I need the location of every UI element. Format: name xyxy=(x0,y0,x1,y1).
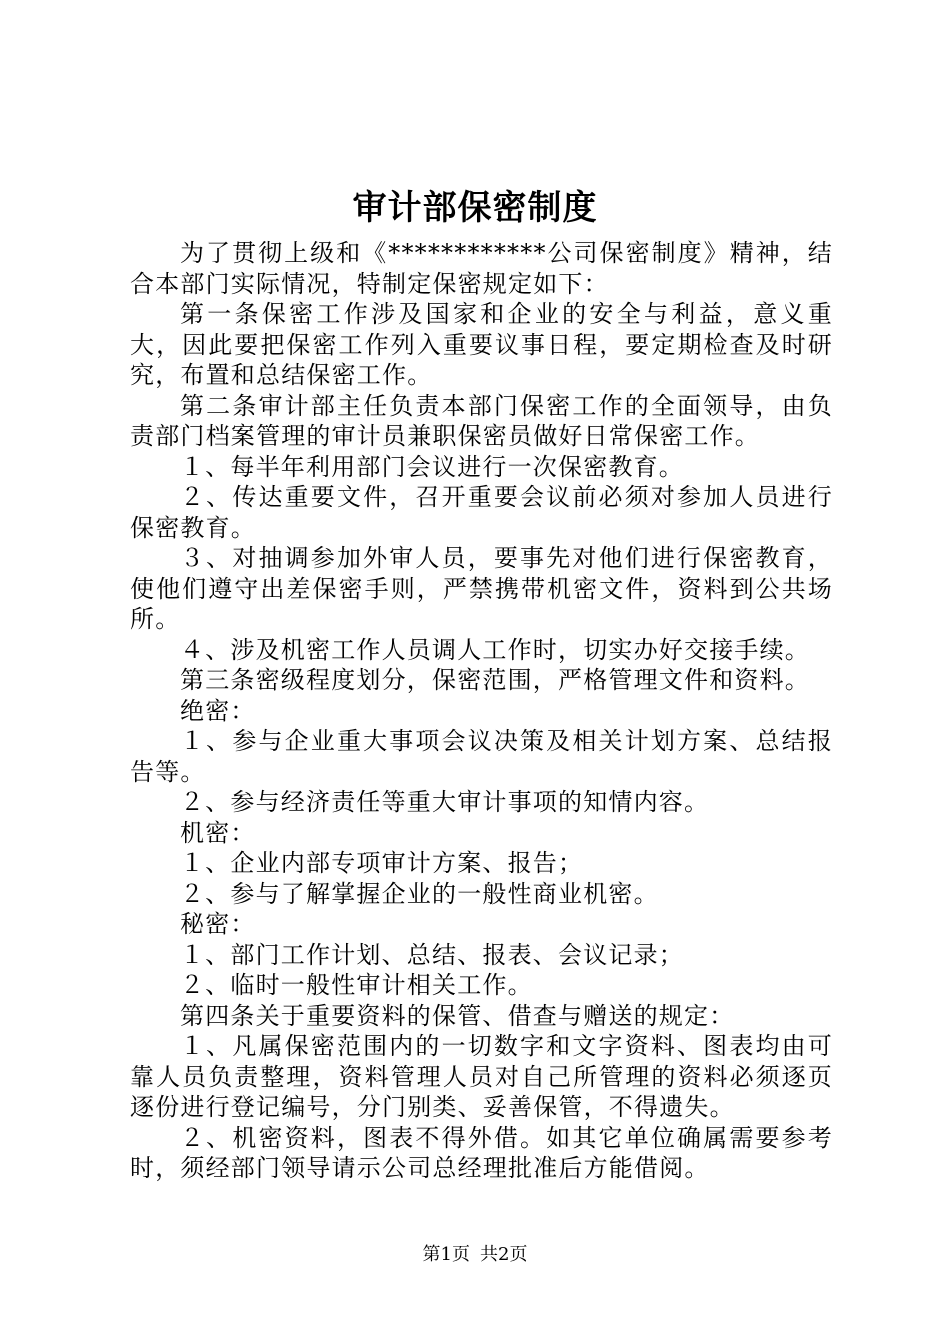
paragraph: ２、参与经济责任等重大审计事项的知情内容。 xyxy=(180,788,710,816)
paragraph: ２、临时一般性审计相关工作。 xyxy=(180,971,533,999)
section-heading: 机密： xyxy=(180,818,256,847)
paragraph: １、参与企业重大事项会议决策及相关计划方案、总结报告等。 xyxy=(130,727,833,786)
paragraph: 第一条保密工作涉及国家和企业的安全与利益，意义重大，因此要把保密工作列入重要议事日程，要定期检查及时研究，布置和总结保密工作。 xyxy=(130,300,833,389)
paragraph: ２、机密资料，图表不得外借。如其它单位确属需要参考时，须经部门领导请示公司总经理批准后方能借阅。 xyxy=(130,1123,833,1182)
page-total: 共2页 xyxy=(480,1244,528,1265)
paragraph: １、企业内部专项审计方案、报告； xyxy=(180,849,584,877)
paragraph: ２、传达重要文件，召开重要会议前必须对参加人员进行保密教育。 xyxy=(130,483,833,542)
page-footer xyxy=(0,1243,950,1267)
section-heading: 秘密： xyxy=(180,910,256,938)
paragraph: １、部门工作计划、总结、报表、会议记录； xyxy=(180,940,684,969)
paragraph: ３、对抽调参加外审人员，要事先对他们进行保密教育，使他们遵守出差保密手则，严禁携带机密文件，资料到公共场所。 xyxy=(130,544,833,633)
paragraph: 第三条密级程度划分，保密范围，严格管理文件和资料。 xyxy=(180,666,810,694)
paragraph: 第二条审计部主任负责本部门保密工作的全面领导，由负责部门档案管理的审计员兼职保密员做好日常保密工作。 xyxy=(130,391,833,450)
paragraph: 为了贯彻上级和《************公司保密制度》精神，结合本部门实际情况，特制定保密规定如下： xyxy=(130,239,833,298)
document-body xyxy=(130,238,833,1184)
section-heading: 绝密： xyxy=(180,696,256,725)
paragraph: １、每半年利用部门会议进行一次保密教育。 xyxy=(180,452,684,481)
paragraph: １、凡属保密范围内的一切数字和文字资料、图表均由可靠人员负责整理，资料管理人员对自己所管理的资料必须逐页逐份进行登记编号，分门别类、妥善保管，不得遗失。 xyxy=(130,1032,833,1121)
paragraph: ２、参与了解掌握企业的一般性商业机密。 xyxy=(180,879,659,908)
document-title: 审计部保密制度 xyxy=(352,188,598,228)
page-number: 第1页 xyxy=(422,1244,470,1265)
paragraph: 第四条关于重要资料的保管、借查与赠送的规定： xyxy=(180,1001,735,1030)
paragraph: ４、涉及机密工作人员调人工作时，切实办好交接手续。 xyxy=(180,635,810,664)
